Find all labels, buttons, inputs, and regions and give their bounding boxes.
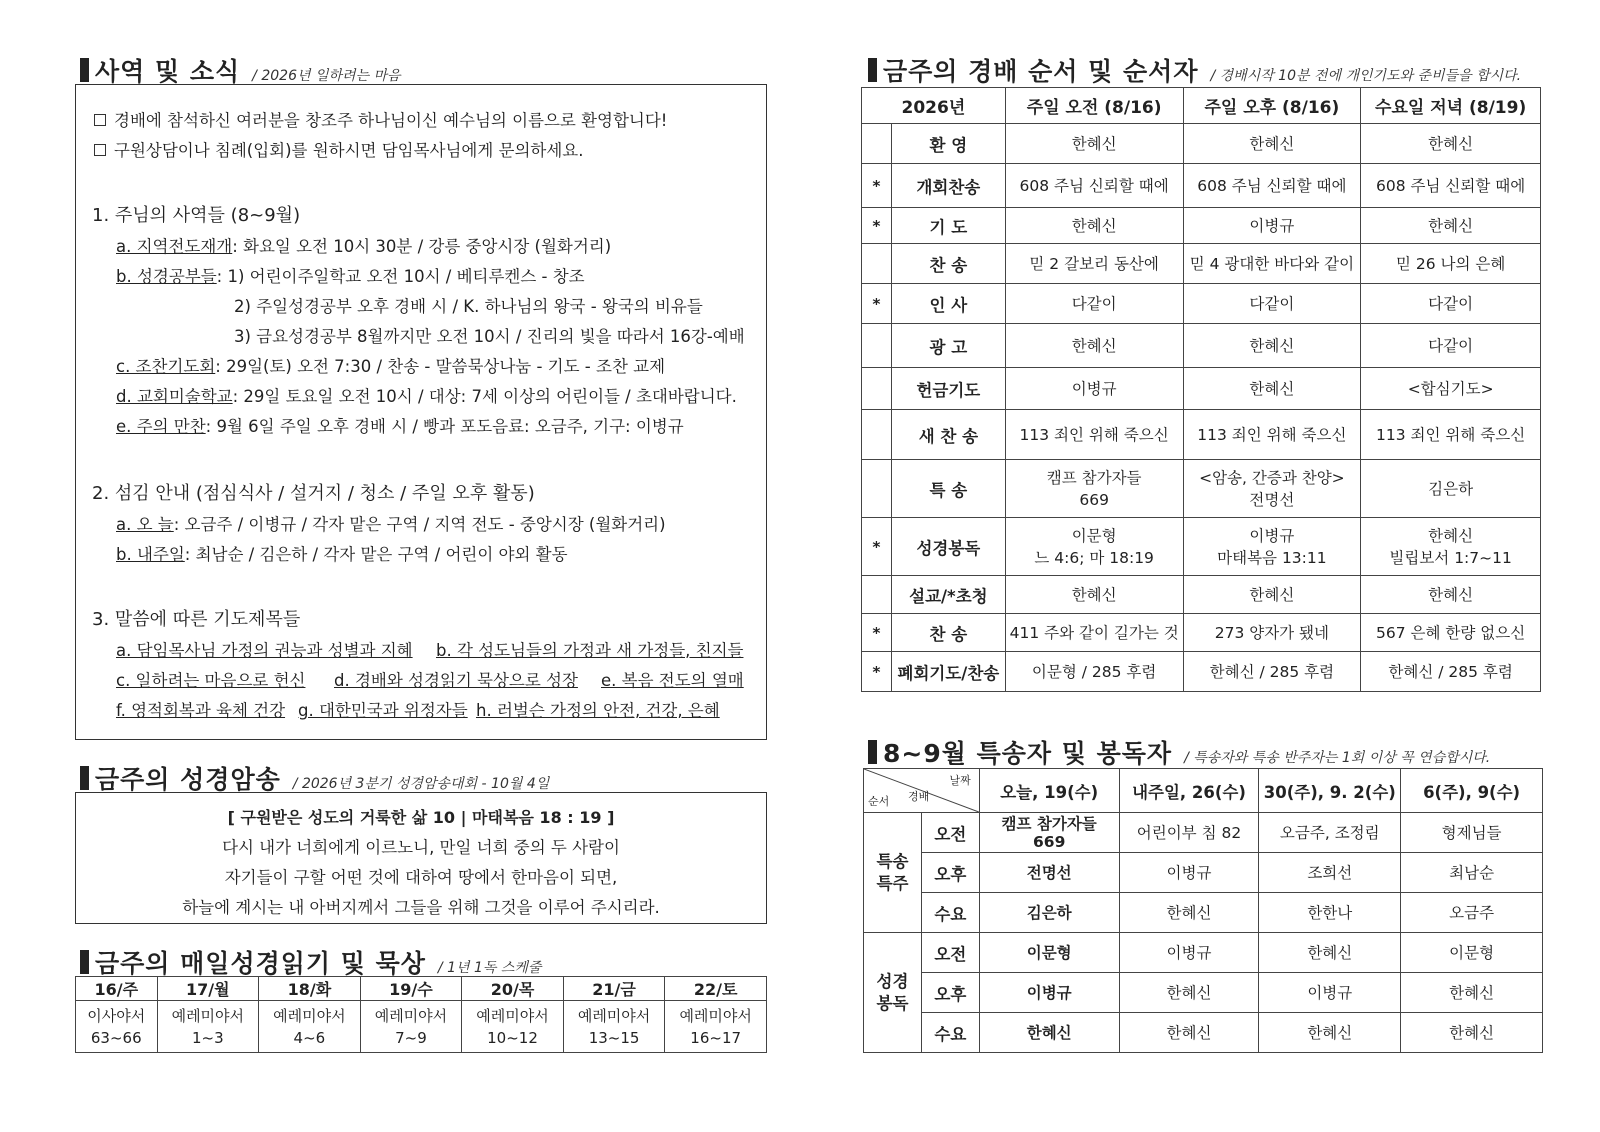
worship-item-label: 기 도 (891, 208, 1005, 244)
prayer-d: d. 경배와 성경읽기 묵상으로 성장 (334, 671, 578, 690)
worship-cell (1005, 164, 1183, 208)
special-row (864, 973, 1543, 1013)
special-cell: 조희선 (1259, 853, 1401, 893)
corner-date-label: 날짜 (949, 774, 971, 787)
reading-subtitle: / 1년 1독 스케줄 (437, 960, 542, 976)
special-cell: 김은하 (979, 893, 1119, 933)
worship-star-marker (862, 324, 892, 368)
worship-cell-text: 다같이 (1428, 294, 1474, 313)
special-row (864, 853, 1543, 893)
worship-col-wednesday: 수요일 저녁 (8/19) (1361, 88, 1541, 124)
reading-header (80, 944, 541, 980)
worship-cell (1361, 284, 1541, 324)
special-date: 6(주), 9(수) (1401, 769, 1543, 813)
worship-cell-text: 이문형 / 285 후렴 (1031, 662, 1157, 681)
worship-star-marker (862, 410, 892, 460)
worship-cell (1361, 410, 1541, 460)
worship-cell (1361, 368, 1541, 410)
worship-cell-text: 한혜신 (1249, 379, 1295, 398)
worship-cell (1183, 576, 1361, 614)
worship-year: 2026년 (862, 88, 1006, 124)
worship-item-label: 폐회기도/찬송 (891, 652, 1005, 692)
worship-item-label: 새 찬 송 (891, 410, 1005, 460)
reading-day: 17/월 (157, 977, 259, 1001)
reading-day: 18/화 (259, 977, 361, 1001)
special-corner-cell (864, 769, 980, 813)
worship-row (862, 164, 1541, 208)
special-cell: 한한나 (1259, 893, 1401, 933)
reading-day: 16/주 (76, 977, 158, 1001)
ministry-title: 사역 및 소식 (95, 57, 241, 86)
worship-cell-text: 믿 4 광대한 바다와 같이 (1189, 254, 1355, 273)
worship-cell (1361, 460, 1541, 518)
ministry-box (75, 84, 767, 740)
special-cell: 한혜신 (1119, 893, 1259, 933)
worship-item-label: 개회찬송 (891, 164, 1005, 208)
prayer-h: h. 러벌슨 가정의 안전, 건강, 은혜 (476, 701, 720, 720)
worship-cell-text: 한혜신 (1071, 336, 1117, 355)
worship-row (862, 324, 1541, 368)
special-cell: 한혜신 (1119, 1013, 1259, 1053)
service-label: 수요 (921, 893, 979, 933)
worship-cell (1005, 324, 1183, 368)
worship-cell (1005, 284, 1183, 324)
worship-cell-text: <암송, 간증과 찬양> (1199, 468, 1345, 487)
section-bar-icon (868, 740, 877, 764)
worship-col-sunday-pm: 주일 오후 (8/16) (1183, 88, 1361, 124)
worship-item-label: 찬 송 (891, 614, 1005, 652)
special-cell: 캠프 참가자들 669 (979, 813, 1119, 853)
s2-item-b: b. 내주일: 최남순 / 김은하 / 각자 맡은 구역 / 어린이 야외 활동 (116, 545, 568, 564)
reading-table (75, 976, 767, 1053)
worship-cell (1183, 460, 1361, 518)
worship-row (862, 124, 1541, 164)
special-cell: 이병규 (1119, 933, 1259, 973)
s1-item-b3: 3) 금요성경공부 8월까지만 오전 10시 / 진리의 빛을 따라서 16강-예배 (234, 327, 745, 346)
section-bar-icon (80, 950, 89, 974)
service-label: 수요 (921, 1013, 979, 1053)
special-cell: 이병규 (979, 973, 1119, 1013)
prayer-c: c. 일하려는 마음으로 헌신 (116, 671, 306, 690)
worship-cell-subtext: 느 4:6; 마 18:19 (1034, 548, 1154, 567)
worship-cell-text: 이병규 (1249, 526, 1295, 545)
worship-row (862, 410, 1541, 460)
worship-row (862, 368, 1541, 410)
worship-star-marker: * (862, 652, 892, 692)
s1-item-b2: 2) 주일성경공부 오후 경배 시 / K. 하나님의 왕국 - 왕국의 비유들 (234, 297, 703, 316)
special-date: 오늘, 19(수) (979, 769, 1119, 813)
special-cell: 한혜신 (1119, 973, 1259, 1013)
worship-cell-text: 608 주님 신뢰할 때에 (1376, 176, 1526, 195)
worship-cell (1005, 614, 1183, 652)
worship-cell-text: 한혜신 / 285 후렴 (1209, 662, 1335, 681)
worship-cell (1183, 324, 1361, 368)
special-cell: 한혜신 (1401, 973, 1543, 1013)
worship-cell-text: 608 주님 신뢰할 때에 (1019, 176, 1169, 195)
worship-item-label: 찬 송 (891, 244, 1005, 284)
worship-item-label: 광 고 (891, 324, 1005, 368)
special-cell: 이병규 (1119, 853, 1259, 893)
worship-header-row (862, 88, 1541, 124)
section-3-title: 3. 말씀에 따른 기도제목들 (92, 609, 301, 630)
worship-cell (1183, 368, 1361, 410)
worship-cell (1361, 576, 1541, 614)
special-cell: 한혜신 (1259, 933, 1401, 973)
worship-cell-text: 한혜신 (1071, 134, 1117, 153)
worship-cell-text: 한혜신 (1428, 526, 1474, 545)
worship-cell-text: 한혜신 (1249, 585, 1295, 604)
worship-cell-text: 한혜신 (1428, 134, 1474, 153)
worship-row (862, 652, 1541, 692)
worship-star-marker (862, 576, 892, 614)
special-date: 30(주), 9. 2(수) (1259, 769, 1401, 813)
worship-cell (1183, 518, 1361, 576)
worship-cell-text: 다같이 (1071, 294, 1117, 313)
prayer-f: f. 영적회복과 육체 건강 (116, 701, 286, 720)
memory-reference: [ 구원받은 성도의 거룩한 삶 10 | 마태복음 18 : 19 ] (227, 808, 615, 827)
worship-title: 금주의 경배 순서 및 순서자 (883, 57, 1199, 86)
worship-row (862, 208, 1541, 244)
worship-cell-text: 한혜신 (1249, 336, 1295, 355)
memory-title: 금주의 성경암송 (95, 765, 281, 794)
reading-passage: 이사야서 63~66 (76, 1001, 158, 1053)
s1-item-e: e. 주의 만찬: 9월 6일 주일 오후 경배 시 / 빵과 포도음료: 오금주, 기구: 이병규 (116, 417, 684, 436)
worship-cell (1005, 410, 1183, 460)
worship-row (862, 576, 1541, 614)
special-header-row (864, 769, 1543, 813)
worship-cell (1183, 124, 1361, 164)
worship-cell-text: 608 주님 신뢰할 때에 (1197, 176, 1347, 195)
reading-passage: 예레미야서 1~3 (157, 1001, 259, 1053)
checkbox-icon (94, 144, 106, 156)
special-row (864, 813, 1543, 853)
worship-star-marker: * (862, 614, 892, 652)
worship-cell (1361, 164, 1541, 208)
memory-verse-line-2: 자기들이 구할 어떤 것에 대하여 땅에서 한마음이 되면, (224, 868, 618, 887)
group-scripture-reading: 성경 봉독 (864, 933, 922, 1053)
reading-passage: 예레미야서 7~9 (360, 1001, 462, 1053)
worship-cell-text: 한혜신 (1071, 585, 1117, 604)
worship-cell-text: 한혜신 (1249, 134, 1295, 153)
worship-cell (1005, 368, 1183, 410)
special-cell: 어린이부 침 82 (1119, 813, 1259, 853)
s1-item-b: b. 성경공부들: 1) 어린이주일학교 오전 10시 / 베티루켄스 - 창조 (116, 267, 585, 286)
worship-cell-text: 113 죄인 위해 죽으신 (1197, 425, 1347, 444)
worship-cell (1005, 652, 1183, 692)
service-label: 오전 (921, 813, 979, 853)
reading-title: 금주의 매일성경읽기 및 묵상 (95, 949, 426, 978)
worship-cell (1183, 244, 1361, 284)
worship-cell-text: 캠프 참가자들 (1046, 468, 1142, 487)
s1-item-c: c. 조찬기도회: 29일(토) 오전 7:30 / 찬송 - 말씀묵상나눔 - 기도 - 조찬 교제 (116, 357, 666, 376)
memory-box (75, 792, 767, 924)
worship-cell-text: 다같이 (1249, 294, 1295, 313)
worship-cell (1361, 244, 1541, 284)
reading-day: 21/금 (563, 977, 665, 1001)
special-title: 8~9월 특송자 및 봉독자 (883, 739, 1173, 768)
worship-cell (1183, 652, 1361, 692)
reading-passage: 예레미야서 16~17 (665, 1001, 767, 1053)
worship-star-marker (862, 460, 892, 518)
worship-item-label: 환 영 (891, 124, 1005, 164)
worship-cell (1183, 208, 1361, 244)
worship-item-label: 특 송 (891, 460, 1005, 518)
memory-header (80, 760, 549, 796)
special-cell: 이병규 (1259, 973, 1401, 1013)
worship-header (868, 52, 1521, 88)
special-cell: 한혜신 (1259, 1013, 1401, 1053)
notice-1: 경배에 참석하신 여러분을 창조주 하나님이신 예수님의 이름으로 환영합니다! (94, 107, 667, 131)
checkbox-icon (94, 114, 106, 126)
worship-cell-text: 한혜신 / 285 후렴 (1388, 662, 1513, 681)
reading-passage: 예레미야서 13~15 (563, 1001, 665, 1053)
corner-order-label: 순서 (868, 795, 890, 808)
worship-star-marker (862, 124, 892, 164)
worship-cell (1183, 284, 1361, 324)
worship-cell-text: 113 죄인 위해 죽으신 (1376, 425, 1526, 444)
notice-2: 구원상담이나 침례(입회)를 원하시면 담임목사님에게 문의하세요. (94, 137, 583, 161)
worship-star-marker: * (862, 284, 892, 324)
worship-cell (1005, 124, 1183, 164)
special-cell: 오금주 (1401, 893, 1543, 933)
special-cell: 이문형 (979, 933, 1119, 973)
worship-cell-text: 이문형 (1071, 526, 1117, 545)
worship-item-label: 설교/*초청 (891, 576, 1005, 614)
s2-item-a: a. 오 늘: 오금주 / 이병규 / 각자 맡은 구역 / 지역 전도 - 중앙시장 (월화거리) (116, 515, 666, 534)
worship-cell-text: 믿 2 갈보리 동산에 (1029, 254, 1159, 273)
worship-cell (1183, 614, 1361, 652)
worship-item-label: 헌금기도 (891, 368, 1005, 410)
worship-cell (1005, 244, 1183, 284)
worship-cell (1005, 518, 1183, 576)
memory-subtitle: / 2026년 3분기 성경암송대회 - 10월 4일 (292, 776, 550, 792)
worship-cell (1361, 208, 1541, 244)
service-label: 오후 (921, 853, 979, 893)
worship-cell (1361, 614, 1541, 652)
worship-star-marker: * (862, 518, 892, 576)
worship-row (862, 284, 1541, 324)
reading-day-row (76, 977, 767, 1001)
worship-star-marker: * (862, 164, 892, 208)
worship-cell (1183, 164, 1361, 208)
memory-verse-line-1: 다시 내가 너희에게 이르노니, 만일 너희 중의 두 사람이 (222, 838, 620, 857)
special-cell: 한혜신 (979, 1013, 1119, 1053)
reading-passage-row (76, 1001, 767, 1053)
s1-item-a: a. 지역전도재개: 화요일 오전 10시 30분 / 강릉 중앙시장 (월화거리) (116, 237, 612, 256)
worship-row (862, 518, 1541, 576)
worship-subtitle: / 경배시작 10분 전에 개인기도와 준비들을 합시다. (1210, 68, 1522, 84)
reading-passage: 예레미야서 10~12 (462, 1001, 564, 1053)
prayer-e: e. 복음 전도의 열매 (601, 671, 744, 690)
worship-cell-text: 이병규 (1071, 379, 1117, 398)
worship-cell-text: 다같이 (1428, 336, 1474, 355)
special-subtitle: / 특송자와 특송 반주자는 1회 이상 꼭 연습합시다. (1184, 750, 1491, 766)
worship-cell-text: 411 주와 같이 길가는 것 (1009, 623, 1179, 642)
worship-cell (1005, 208, 1183, 244)
worship-star-marker (862, 244, 892, 284)
worship-cell (1005, 460, 1183, 518)
worship-cell-text: 273 양자가 됐네 (1214, 623, 1330, 642)
worship-star-marker (862, 368, 892, 410)
service-label: 오전 (921, 933, 979, 973)
special-cell: 한혜신 (1401, 1013, 1543, 1053)
special-cell: 이문형 (1401, 933, 1543, 973)
section-2-title: 2. 섬김 안내 (점심식사 / 설거지 / 청소 / 주일 오후 활동) (92, 483, 535, 504)
worship-table (861, 87, 1541, 692)
special-date: 내주일, 26(수) (1119, 769, 1259, 813)
worship-cell-subtext: 전명선 (1249, 490, 1295, 509)
special-cell: 전명선 (979, 853, 1119, 893)
section-bar-icon (80, 766, 89, 790)
corner-service-label: 경배 (908, 790, 930, 803)
special-row (864, 933, 1543, 973)
worship-cell-text: 이병규 (1249, 216, 1295, 235)
prayer-a: a. 담임목사님 가정의 권능과 성별과 지혜 (116, 641, 413, 660)
worship-cell-text: 567 은혜 한량 없으신 (1376, 623, 1526, 642)
worship-cell (1361, 652, 1541, 692)
worship-row (862, 244, 1541, 284)
special-table (863, 768, 1543, 1053)
s1-item-d: d. 교회미술학교: 29일 토요일 오전 10시 / 대상: 7세 이상의 어린이들 / 초대바랍니다. (116, 387, 737, 406)
worship-star-marker: * (862, 208, 892, 244)
reading-day: 20/목 (462, 977, 564, 1001)
group-special-song: 특송 특주 (864, 813, 922, 933)
worship-cell (1361, 324, 1541, 368)
reading-day: 22/토 (665, 977, 767, 1001)
worship-item-label: 성경봉독 (891, 518, 1005, 576)
prayer-b: b. 각 성도님들의 가정과 새 가정들, 친지들 (436, 641, 744, 660)
worship-cell (1183, 410, 1361, 460)
special-cell: 형제님들 (1401, 813, 1543, 853)
worship-cell-subtext: 마태복음 13:11 (1217, 548, 1327, 567)
worship-cell-text: 믿 26 나의 은혜 (1395, 254, 1506, 273)
worship-col-sunday-am: 주일 오전 (8/16) (1005, 88, 1183, 124)
memory-verse-line-3: 하늘에 계시는 내 아버지께서 그들을 위해 그것을 이루어 주시리라. (182, 898, 660, 917)
worship-row (862, 460, 1541, 518)
worship-cell-subtext: 빌립보서 1:7~11 (1389, 548, 1512, 567)
worship-cell-subtext: 669 (1079, 490, 1109, 509)
worship-cell-text: 김은하 (1428, 479, 1474, 498)
special-header (868, 734, 1490, 770)
worship-item-label: 인 사 (891, 284, 1005, 324)
worship-cell-text: 한혜신 (1428, 585, 1474, 604)
worship-cell (1005, 576, 1183, 614)
worship-row (862, 614, 1541, 652)
reading-day: 19/수 (360, 977, 462, 1001)
service-label: 오후 (921, 973, 979, 1013)
special-row (864, 1013, 1543, 1053)
worship-cell (1361, 124, 1541, 164)
special-cell: 오금주, 조정림 (1259, 813, 1401, 853)
special-cell: 최남순 (1401, 853, 1543, 893)
worship-cell-text: 113 죄인 위해 죽으신 (1019, 425, 1169, 444)
worship-cell-text: 한혜신 (1071, 216, 1117, 235)
section-bar-icon (868, 58, 877, 82)
prayer-g: g. 대한민국과 위정자들 (298, 701, 468, 720)
section-bar-icon (80, 58, 89, 82)
ministry-subtitle: / 2026년 일하려는 마음 (252, 68, 401, 84)
section-1-title: 1. 주님의 사역들 (8~9월) (92, 205, 301, 226)
special-row (864, 893, 1543, 933)
worship-cell-text: 한혜신 (1428, 216, 1474, 235)
worship-cell-text: <합심기도> (1407, 379, 1494, 398)
ministry-header (80, 52, 401, 88)
worship-cell (1361, 518, 1541, 576)
reading-passage: 예레미야서 4~6 (259, 1001, 361, 1053)
